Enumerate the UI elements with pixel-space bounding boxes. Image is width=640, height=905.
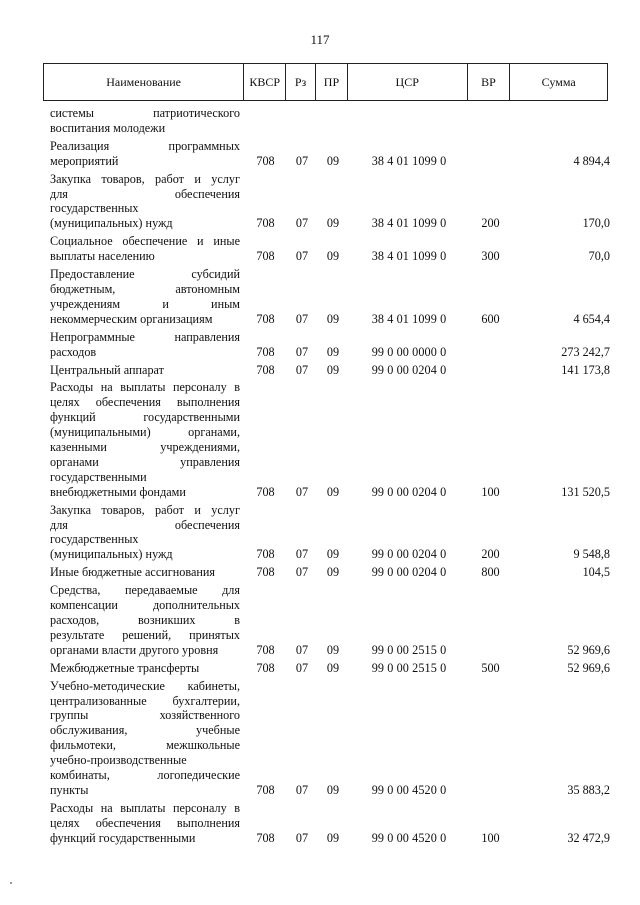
page-number: 117 <box>310 32 330 47</box>
row-name-line: расходов <box>50 344 97 359</box>
row-pr: 09 <box>326 311 340 326</box>
table-row <box>50 565 610 580</box>
row-csr: 38 4 01 1099 0 <box>371 216 447 231</box>
table-row <box>50 801 610 846</box>
row-sum: 104,5 <box>582 565 610 580</box>
row-csr: 99 0 00 0204 0 <box>371 565 447 580</box>
row-name <box>50 565 240 580</box>
row-name-line: расходов, возникших в <box>50 613 240 627</box>
row-kvsr: 708 <box>256 565 275 580</box>
row-name <box>50 172 240 232</box>
row-kvsr: 708 <box>256 344 275 359</box>
row-vr: 200 <box>481 547 500 562</box>
row-rz: 07 <box>295 660 309 675</box>
row-csr: 99 0 00 0000 0 <box>371 344 447 359</box>
row-pr: 09 <box>326 547 340 562</box>
row-kvsr: 708 <box>256 642 275 657</box>
row-sum: 32 472,9 <box>567 830 610 845</box>
row-rz: 07 <box>295 216 309 231</box>
row-kvsr: 708 <box>256 311 275 326</box>
row-name-line: учреждениям и иным <box>50 296 240 311</box>
row-sum: 131 520,5 <box>561 484 610 499</box>
row-kvsr: 708 <box>256 660 275 675</box>
row-csr: 38 4 01 1099 0 <box>371 311 447 326</box>
row-name <box>50 330 240 360</box>
row-name <box>50 583 240 658</box>
table-row <box>50 139 610 169</box>
row-name-line: Межбюджетные трансферты <box>50 660 200 675</box>
table-row <box>50 267 610 327</box>
row-csr: 99 0 00 4520 0 <box>371 830 447 845</box>
row-name-line: комбинаты, логопедические <box>50 768 240 783</box>
row-csr: 99 0 00 2515 0 <box>371 660 447 675</box>
table-row <box>50 503 610 563</box>
column-header-name: Наименование <box>44 64 244 100</box>
row-pr: 09 <box>326 216 340 231</box>
row-kvsr: 708 <box>256 249 275 264</box>
column-header-sum: Сумма <box>541 74 576 89</box>
table-header <box>43 63 608 101</box>
row-name-line: для обеспечения <box>50 517 240 532</box>
row-name <box>50 661 240 676</box>
row-csr: 99 0 00 0204 0 <box>371 484 447 499</box>
row-name-line: учебно-производственные <box>50 753 187 768</box>
row-name-line: Учебно-методические кабинеты, <box>50 678 240 693</box>
row-pr: 09 <box>326 344 340 359</box>
row-sum: 52 969,6 <box>567 660 610 675</box>
scan-speck <box>10 882 12 884</box>
row-rz: 07 <box>295 249 309 264</box>
row-name <box>50 801 240 846</box>
row-name-line: пункты <box>50 782 89 797</box>
row-name-line: Реализация программных <box>50 138 240 153</box>
row-pr: 09 <box>326 660 340 675</box>
row-name-line: для обеспечения <box>50 186 240 201</box>
row-vr: 200 <box>481 216 500 231</box>
row-csr: 99 0 00 2515 0 <box>371 642 447 657</box>
row-name-line: воспитания молодежи <box>50 120 166 135</box>
table-body <box>50 106 610 846</box>
row-vr: 100 <box>481 830 500 845</box>
row-rz: 07 <box>295 830 309 845</box>
row-name-line: государственных <box>50 201 139 216</box>
row-sum: 273 242,7 <box>561 344 610 359</box>
row-name <box>50 106 240 136</box>
row-name-line: Закупка товаров, работ и услуг <box>50 502 240 517</box>
row-vr: 300 <box>481 249 500 264</box>
row-name-line: фильмотеки, межшкольные <box>50 738 240 753</box>
row-rz: 07 <box>295 484 309 499</box>
row-csr: 38 4 01 1099 0 <box>371 153 447 168</box>
row-name-line: Расходы на выплаты персоналу в <box>50 800 240 815</box>
row-name-line: целях обеспечения выполнения <box>50 815 240 830</box>
row-rz: 07 <box>295 153 309 168</box>
column-header-pr: ПР <box>316 64 348 100</box>
row-name-line: некоммерческим организациям <box>50 311 213 326</box>
row-name-line: Иные бюджетные ассигнования <box>50 565 216 580</box>
row-pr: 09 <box>326 362 340 377</box>
row-sum: 4 654,4 <box>573 311 610 326</box>
row-name-line: мероприятий <box>50 153 119 168</box>
table-row <box>50 661 610 676</box>
row-name-line: системы патриотического <box>50 106 240 120</box>
row-name-line: компенсации дополнительных <box>50 598 240 613</box>
row-name-line: целях обеспечения выполнения <box>50 395 240 410</box>
row-name-line: (муниципальных) нужд <box>50 216 173 231</box>
row-csr: 99 0 00 0204 0 <box>371 547 447 562</box>
row-rz: 07 <box>295 311 309 326</box>
row-name-line: Закупка товаров, работ и услуг <box>50 171 240 186</box>
row-name-line: органами власти другого уровня <box>50 642 219 657</box>
row-csr: 99 0 00 4520 0 <box>371 782 447 797</box>
table-row <box>50 330 610 360</box>
row-name-line: Непрограммные направления <box>50 329 240 344</box>
table-row <box>50 679 610 798</box>
row-name-line: органами управления <box>50 454 240 469</box>
row-name <box>50 234 240 264</box>
column-header-vr: ВР <box>468 64 511 100</box>
row-name-line: внебюджетными фондами <box>50 484 186 499</box>
table-row <box>50 234 610 264</box>
row-rz: 07 <box>295 782 309 797</box>
row-name <box>50 503 240 563</box>
row-name-line: функций государственными <box>50 830 196 845</box>
row-vr: 500 <box>481 660 500 675</box>
table-row <box>50 380 610 499</box>
row-sum: 4 894,4 <box>573 153 610 168</box>
row-name-line: (муниципальными) органами, <box>50 425 240 440</box>
row-name-line: выплаты населению <box>50 249 155 264</box>
row-kvsr: 708 <box>256 484 275 499</box>
row-name-line: группы хозяйственного <box>50 708 240 723</box>
row-kvsr: 708 <box>256 782 275 797</box>
row-name-line: функций государственными <box>50 410 240 425</box>
row-name-line: Расходы на выплаты персоналу в <box>50 380 240 395</box>
row-sum: 141 173,8 <box>561 362 610 377</box>
row-pr: 09 <box>326 249 340 264</box>
row-rz: 07 <box>295 642 309 657</box>
row-name-line: (муниципальных) нужд <box>50 547 173 562</box>
row-sum: 70,0 <box>588 249 610 264</box>
row-rz: 07 <box>295 344 309 359</box>
table-row <box>50 363 610 378</box>
row-name-line: бюджетным, автономным <box>50 281 240 296</box>
row-pr: 09 <box>326 153 340 168</box>
table-row <box>50 172 610 232</box>
row-vr: 800 <box>481 565 500 580</box>
column-header-rz: Рз <box>286 64 316 100</box>
row-kvsr: 708 <box>256 362 275 377</box>
row-pr: 09 <box>326 642 340 657</box>
row-name-line: результате решений, принятых <box>50 627 240 642</box>
row-name-line: государственными <box>50 469 147 484</box>
row-name-line: казенными учреждениями, <box>50 440 240 455</box>
table-row <box>50 106 610 136</box>
row-kvsr: 708 <box>256 547 275 562</box>
row-name <box>50 363 240 378</box>
row-name-line: Предоставление субсидий <box>50 267 240 282</box>
row-name-line: Средства, передаваемые для <box>50 583 240 598</box>
row-pr: 09 <box>326 565 340 580</box>
row-csr: 38 4 01 1099 0 <box>371 249 447 264</box>
row-vr: 600 <box>481 311 500 326</box>
row-pr: 09 <box>326 484 340 499</box>
row-sum: 9 548,8 <box>573 547 610 562</box>
row-name-line: Социальное обеспечение и иные <box>50 234 240 249</box>
row-name <box>50 380 240 499</box>
row-sum: 52 969,6 <box>567 642 610 657</box>
row-name <box>50 679 240 798</box>
row-rz: 07 <box>295 565 309 580</box>
row-csr: 99 0 00 0204 0 <box>371 362 447 377</box>
column-header-kvsr: КВСР <box>244 64 286 100</box>
row-name-line: централизованные бухгалтерии, <box>50 693 240 708</box>
row-name-line: государственных <box>50 532 139 547</box>
row-sum: 170,0 <box>582 216 610 231</box>
table-row <box>50 583 610 658</box>
row-kvsr: 708 <box>256 216 275 231</box>
row-name <box>50 139 240 169</box>
row-name-line: обслуживания, учебные <box>50 723 240 738</box>
column-header-csr: ЦСР <box>348 64 468 100</box>
row-pr: 09 <box>326 782 340 797</box>
row-sum: 35 883,2 <box>567 782 610 797</box>
row-name <box>50 267 240 327</box>
row-rz: 07 <box>295 362 309 377</box>
row-vr: 100 <box>481 484 500 499</box>
row-rz: 07 <box>295 547 309 562</box>
row-kvsr: 708 <box>256 830 275 845</box>
row-kvsr: 708 <box>256 153 275 168</box>
row-pr: 09 <box>326 830 340 845</box>
row-name-line: Центральный аппарат <box>50 362 164 377</box>
